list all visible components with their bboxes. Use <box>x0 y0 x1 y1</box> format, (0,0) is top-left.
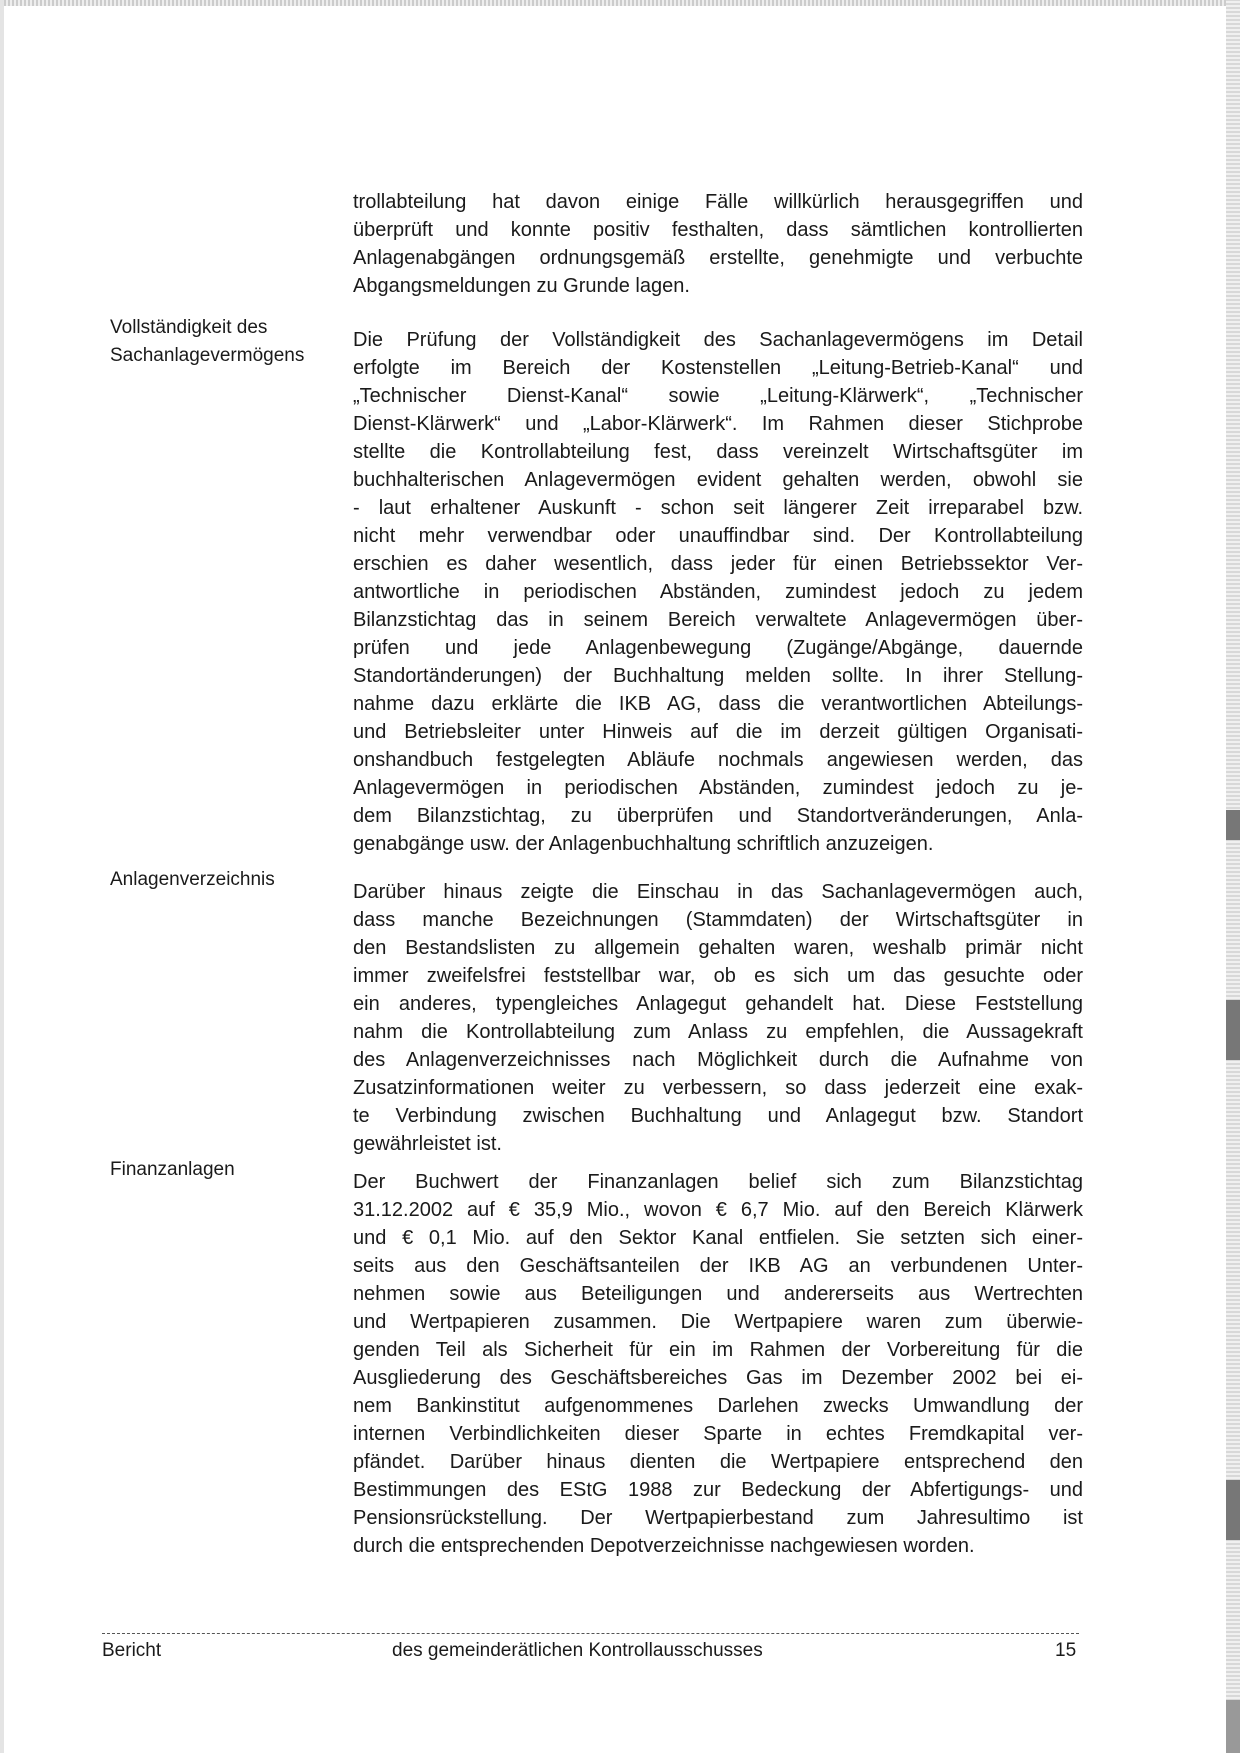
text-line: immer zweifelsfrei feststellbar war, ob es sich um das gesuchte oder <box>353 965 1083 987</box>
text-line: genabgänge usw. der Anlagenbuchhaltung schriftlich anzuzeigen. <box>353 833 934 855</box>
text-line: dass manche Bezeichnungen (Stammdaten) der Wirtschaftsgüter in <box>353 909 1083 931</box>
text-line: te Verbindung zwischen Buchhaltung und Anlagegut bzw. Standort <box>353 1105 1083 1127</box>
text-line: Anlagevermögen in periodischen Abständen, zumindest jedoch zu je- <box>353 777 1083 799</box>
text-line: erfolgte im Bereich der Kostenstellen „Leitung-Betrieb-Kanal“ und <box>353 357 1083 379</box>
text-line: Abgangsmeldungen zu Grunde lagen. <box>353 275 690 297</box>
paragraph <box>353 878 1083 1158</box>
scan-edge-top <box>0 0 1240 6</box>
margin-heading <box>110 866 330 894</box>
text-line: trollabteilung hat davon einige Fälle willkürlich herausgegriffen und <box>353 191 1083 213</box>
text-line: durch die entsprechenden Depotverzeichnisse nachgewiesen worden. <box>353 1535 975 1557</box>
text-line: nehmen sowie aus Beteiligungen und andererseits aus Wertrechten <box>353 1283 1083 1305</box>
text-line: - laut erhaltener Auskunft - schon seit längerer Zeit irreparabel bzw. <box>353 497 1083 519</box>
text-line: nem Bankinstitut aufgenommenes Darlehen zwecks Umwandlung der <box>353 1395 1083 1417</box>
text-line: antwortliche in periodischen Abständen, zumindest jedoch zu jedem <box>353 581 1083 603</box>
text-line: des Anlagenverzeichnisses nach Möglichkeit durch die Aufnahme von <box>353 1049 1083 1071</box>
footer-rule <box>102 1633 1079 1634</box>
text-line: onshandbuch festgelegten Abläufe nochmals angewiesen werden, das <box>353 749 1083 771</box>
text-line: überprüft und konnte positiv festhalten, dass sämtlichen kontrollierten <box>353 219 1083 241</box>
footer-left: Bericht <box>102 1640 162 1661</box>
margin-heading-line: Anlagenverzeichnis <box>110 869 275 890</box>
text-line: nahme dazu erklärte die IKB AG, dass die verantwortlichen Abteilungs- <box>353 693 1083 715</box>
margin-heading-line: Finanzanlagen <box>110 1159 235 1180</box>
text-line: prüfen und jede Anlagenbewegung (Zugänge/Abgänge, dauernde <box>353 637 1083 659</box>
text-line: „Technischer Dienst-Kanal“ sowie „Leitung-Klärwerk“, „Technischer <box>353 385 1083 407</box>
text-line: internen Verbindlichkeiten dieser Sparte in echtes Fremdkapital ver- <box>353 1423 1083 1445</box>
text-line: Anlagenabgängen ordnungsgemäß erstellte, genehmigte und verbuchte <box>353 247 1083 269</box>
text-line: genden Teil als Sicherheit für ein im Rahmen der Vorbereitung für die <box>353 1339 1083 1361</box>
margin-heading-line: Sachanlagevermögens <box>110 345 305 366</box>
text-line: pfändet. Darüber hinaus dienten die Wertpapiere entsprechend den <box>353 1451 1083 1473</box>
text-line: dem Bilanzstichtag, zu überprüfen und Standortveränderungen, Anla- <box>353 805 1083 827</box>
text-line: Bestimmungen des EStG 1988 zur Bedeckung der Abfertigungs- und <box>353 1479 1083 1501</box>
text-line: und € 0,1 Mio. auf den Sektor Kanal entfielen. Sie setzten sich einer- <box>353 1227 1083 1249</box>
text-line: nahm die Kontrollabteilung zum Anlass zu empfehlen, die Aussagekraft <box>353 1021 1083 1043</box>
text-line: buchhalterischen Anlagevermögen evident gehalten werden, obwohl sie <box>353 469 1083 491</box>
text-line: Die Prüfung der Vollständigkeit des Sachanlagevermögens im Detail <box>353 329 1083 351</box>
text-line: Pensionsrückstellung. Der Wertpapierbestand zum Jahresultimo ist <box>353 1507 1083 1529</box>
paragraph <box>353 1168 1083 1560</box>
text-line: nicht mehr verwendbar oder unauffindbar sind. Der Kontrollabteilung <box>353 525 1083 547</box>
text-line: 31.12.2002 auf € 35,9 Mio., wovon € 6,7 Mio. auf den Bereich Klärwerk <box>353 1199 1083 1221</box>
text-line: stellte die Kontrollabteilung fest, dass vereinzelt Wirtschaftsgüter im <box>353 441 1083 463</box>
page-number: 15 <box>1055 1640 1077 1661</box>
margin-heading <box>110 1156 330 1184</box>
text-line: Ausgliederung des Geschäftsbereiches Gas im Dezember 2002 bei ei- <box>353 1367 1083 1389</box>
text-line: Bilanzstichtag das in seinem Bereich verwaltete Anlagevermögen über- <box>353 609 1083 631</box>
footer-title: des gemeinderätlichen Kontrollausschusses <box>392 1640 763 1661</box>
text-line: Zusatzinformationen weiter zu verbessern, so dass jederzeit eine exak- <box>353 1077 1083 1099</box>
text-line: erschien es daher wesentlich, dass jeder für einen Betriebssektor Ver- <box>353 553 1083 575</box>
text-line: und Wertpapieren zusammen. Die Wertpapiere waren zum überwie- <box>353 1311 1083 1333</box>
text-line: gewährleistet ist. <box>353 1133 502 1155</box>
paragraph <box>353 188 1083 300</box>
scan-edge-right <box>1226 0 1240 1753</box>
text-line: Dienst-Klärwerk“ und „Labor-Klärwerk“. Im Rahmen dieser Stichprobe <box>353 413 1083 435</box>
text-line: Darüber hinaus zeigte die Einschau in das Sachanlagevermögen auch, <box>353 881 1083 903</box>
text-line: Der Buchwert der Finanzanlagen belief sich zum Bilanzstichtag <box>353 1171 1083 1193</box>
scan-edge-left <box>0 0 4 1753</box>
text-line: Standortänderungen) der Buchhaltung melden sollte. In ihrer Stellung- <box>353 665 1083 687</box>
text-line: und Betriebsleiter unter Hinweis auf die im derzeit gültigen Organisati- <box>353 721 1083 743</box>
text-line: den Bestandslisten zu allgemein gehalten waren, weshalb primär nicht <box>353 937 1083 959</box>
paragraph <box>353 326 1083 858</box>
margin-heading-line: Vollständigkeit des <box>110 317 268 338</box>
margin-heading <box>110 314 330 370</box>
text-line: seits aus den Geschäftsanteilen der IKB AG an verbundenen Unter- <box>353 1255 1083 1277</box>
text-line: ein anderes, typengleiches Anlagegut gehandelt hat. Diese Feststellung <box>353 993 1083 1015</box>
